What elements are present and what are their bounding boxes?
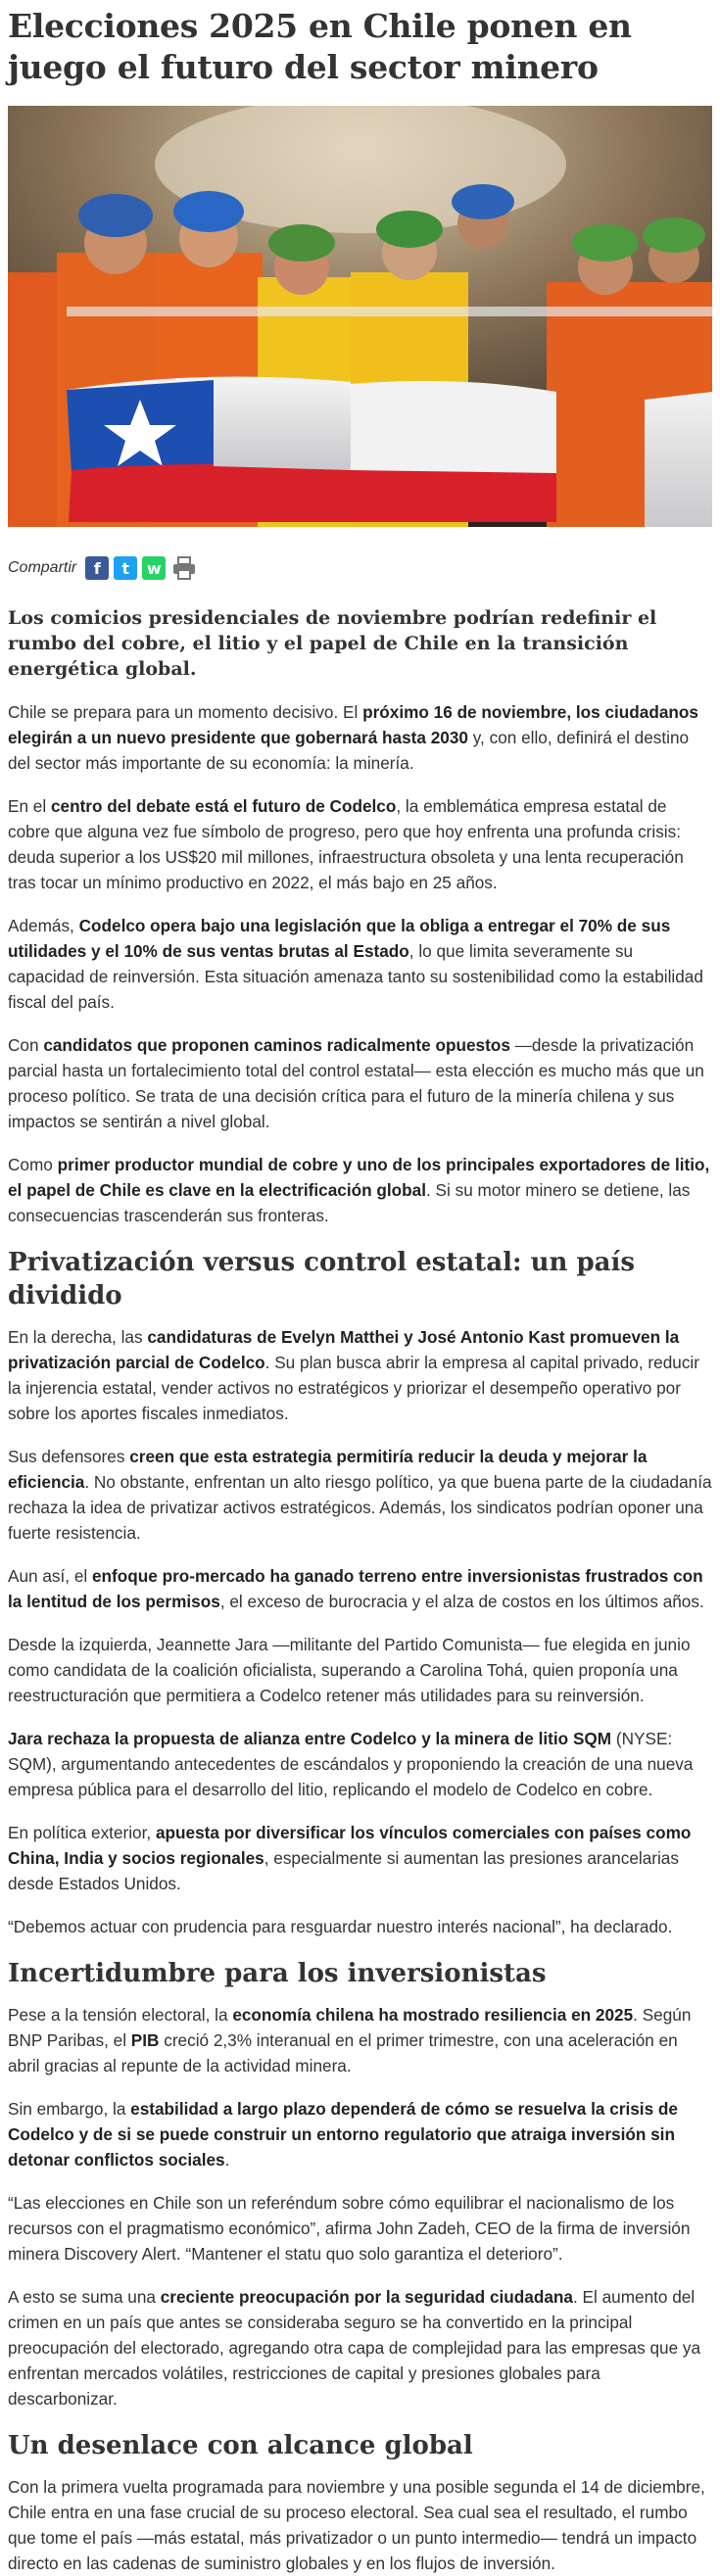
section-heading: Un desenlace con alcance global (8, 2431, 473, 2460)
text: Chile se prepara para un momento decisivo. El (8, 702, 363, 722)
paragraph (8, 1324, 712, 1426)
text: Con la primera vuelta programada para noviembre y una posible segunda el 14 de diciembre, Chile entra en una fase crucial de su proceso electoral. Sea cual sea el resultado, el rumbo que tome el país —más estatal, más privatizador o un punto intermedio— tendrá un impacto directo en las cadenas de suministro globales y en los flujos de inversión. (8, 2477, 705, 2573)
section-heading: Privatización versus control estatal: un país dividido (8, 1248, 636, 1311)
print-icon[interactable] (170, 556, 198, 580)
text: (NYSE: SQM), argumentando antecedentes de escándalos y proponiendo la creación de una nueva empresa pública para el desarrollo del litio, replicando el modelo de Codelco en cobre. (8, 1729, 694, 1799)
bold-text: apuesta por diversificar los vínculos comerciales con países como China, India y socios regionales (8, 1823, 692, 1868)
bold-text: creciente preocupación por la seguridad ciudadana (160, 2287, 573, 2307)
article (0, 6, 720, 2576)
paragraph (8, 1563, 712, 1614)
text: En el (8, 796, 51, 816)
text: A esto se suma una (8, 2287, 161, 2307)
text: Aun así, el (8, 1566, 92, 1586)
bold-text: economía chilena ha mostrado resiliencia en 2025 (232, 2005, 634, 2025)
bold-text: Codelco opera bajo una legislación que la obliga a entregar el 70% de sus utilidades y el 10% de sus ventas brutas al Estado (8, 916, 671, 961)
text: “Las elecciones en Chile son un referéndum sobre cómo equilibrar el nacionalismo de los recursos con el pragmatismo económico”, afirma John Zadeh, CEO de la firma de inversión minera Discovery Alert. “Mantener el statu quo solo garantiza el deterioro”. (8, 2193, 691, 2264)
bold-text: estabilidad a largo plazo dependerá de cómo se resuelva la crisis de Codelco y de si se puede construir un entorno regulatorio que atraiga inversión sin detonar conflictos sociales (8, 2099, 678, 2170)
article-lead: Los comicios presidenciales de noviembre podrían redefinir el rumbo del cobre, el litio y el papel de Chile en la transición energética global. (8, 607, 657, 680)
paragraph (8, 1152, 712, 1228)
paragraph (8, 1632, 712, 1708)
paragraph (8, 699, 712, 776)
bold-text: candidaturas de Evelyn Matthei y José Antonio Kast promueven la privatización parcial de Codelco (8, 1327, 680, 1372)
paragraph (8, 1914, 712, 1939)
text: , especialmente si aumentan las presiones arancelarias desde Estados Unidos. (8, 1848, 679, 1893)
text: En la derecha, las (8, 1327, 148, 1347)
whatsapp-icon[interactable]: w (142, 556, 166, 580)
paragraph (8, 1032, 712, 1134)
paragraph (8, 1726, 712, 1802)
twitter-icon[interactable]: t (114, 556, 137, 580)
article-body (8, 699, 712, 2576)
share-label: Compartir (8, 559, 77, 576)
text: . Según BNP Paribas, el (8, 2005, 692, 2050)
text: , la emblemática empresa estatal de cobre que alguna vez fue símbolo de progreso, pero que hoy enfrenta una profunda crisis: deuda superior a los US$20 mil millones, infraestructura obsoleta y una lenta recuperación tras tocar un mínimo productivo en 2022, el más bajo en 25 años. (8, 796, 684, 892)
text: —desde la privatización parcial hasta un fortalecimiento total del control estatal— esta elección es mucho más que un proceso político. Se trata de una decisión crítica para el futuro de la minería chilena y sus impactos se sentirán a nivel global. (8, 1035, 704, 1131)
paragraph (8, 2096, 712, 2172)
bold-text: candidatos que proponen caminos radicalmente opuestos (43, 1035, 510, 1055)
bold-text: PIB (130, 2030, 160, 2050)
bold-text: enfoque pro-mercado ha ganado terreno entre inversionistas frustrados con la lentitud de los permisos (8, 1566, 703, 1611)
paragraph (8, 1444, 712, 1546)
hero-image-miners-with-chilean-flag (8, 106, 712, 527)
bold-text: Jara rechaza la propuesta de alianza entre Codelco y la minera de litio SQM (8, 1729, 612, 1748)
paragraph (8, 793, 712, 895)
paragraph (8, 2190, 712, 2266)
bold-text: centro del debate está el futuro de Codelco (50, 796, 397, 816)
share-bar (8, 556, 712, 580)
text: Sin embargo, la (8, 2099, 131, 2119)
facebook-icon[interactable]: f (85, 556, 109, 580)
text: Sus defensores (8, 1447, 130, 1466)
text: Pese a la tensión electoral, la (8, 2005, 233, 2025)
text: . Su plan busca abrir la empresa al capital privado, reducir la injerencia estatal, vender activos no estratégicos y priorizar el desempeño operativo por sobre los aportes fiscales inmediatos. (8, 1353, 699, 1423)
text: . No obstante, enfrentan un alto riesgo político, ya que buena parte de la ciudadanía rechaza la idea de privatizar activos estratégicos. Además, los sindicatos podrían oponer una fuerte resistencia. (8, 1472, 712, 1543)
text: creció 2,3% interanual en el primer trimestre, con una aceleración en abril gracias al repunte de la actividad minera. (8, 2030, 678, 2075)
text: “Debemos actuar con prudencia para resguardar nuestro interés nacional”, ha declarado. (8, 1917, 673, 1936)
text: Desde la izquierda, Jeannette Jara —militante del Partido Comunista— fue elegida en junio como candidata de la coalición oficialista, superando a Carolina Tohá, quien proponía una reestructuración que permitiera a Codelco retener más utilidades para su reinversión. (8, 1635, 691, 1705)
text: . El aumento del crimen en un país que antes se consideraba seguro se ha convertido en la principal preocupación del electorado, agregando otra capa de complejidad para las empresas que ya enfrentan mercados volátiles, restricciones de capital y presiones globales para descarbonizar. (8, 2287, 701, 2409)
paragraph (8, 2474, 712, 2576)
section-heading: Incertidumbre para los inversionistas (8, 1959, 547, 1988)
article-title: Elecciones 2025 en Chile ponen en juego el futuro del sector minero (8, 7, 632, 86)
text: En política exterior, (8, 1823, 156, 1842)
text: Con (8, 1035, 44, 1055)
text: . (224, 2150, 230, 2170)
paragraph (8, 913, 712, 1015)
paragraph (8, 2002, 712, 2078)
bold-text: primer productor mundial de cobre y uno de los principales exportadores de litio, el papel de Chile es clave en la electrificación global (8, 1155, 710, 1200)
paragraph (8, 2284, 712, 2411)
text: Como (8, 1155, 58, 1174)
text: , el exceso de burocracia y el alza de costos en los últimos años. (219, 1592, 704, 1611)
text: , lo que limita severamente su capacidad de reinversión. Esta situación amenaza tanto su sostenibilidad como la estabilidad fiscal del país. (8, 941, 703, 1012)
text: Además, (8, 916, 79, 935)
text: y, con ello, definirá el destino del sector más importante de su economía: la minería. (8, 728, 690, 773)
text: . Si su motor minero se detiene, las consecuencias trascenderán sus fronteras. (8, 1180, 691, 1225)
bold-text: próximo 16 de noviembre, los ciudadanos elegirán a un nuevo presidente que gobernará hasta 2030 (8, 702, 698, 747)
paragraph (8, 1820, 712, 1896)
bold-text: creen que esta estrategia permitiría reducir la deuda y mejorar la eficiencia (8, 1447, 648, 1492)
